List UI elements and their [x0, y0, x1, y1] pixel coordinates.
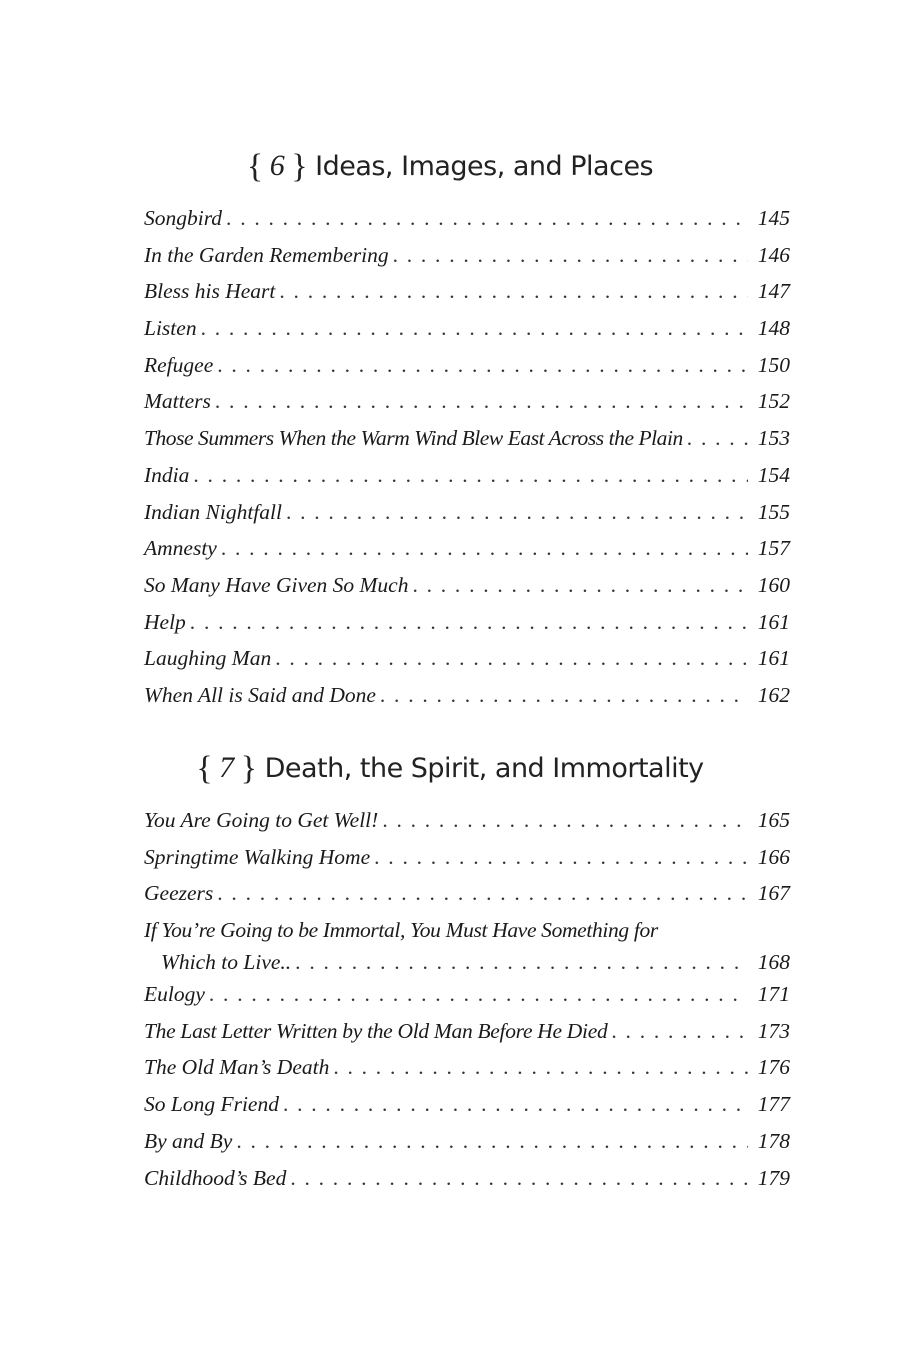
page-number: 179: [757, 1165, 790, 1190]
entry-title: When All is Said and Done: [144, 682, 376, 707]
page-number: 173: [757, 1018, 790, 1043]
toc-entry[interactable]: [144, 273, 790, 310]
dot-leader: [221, 530, 748, 567]
entry-title: Springtime Walking Home: [144, 844, 371, 869]
entry-title: Listen: [144, 316, 197, 341]
toc-entry[interactable]: [144, 640, 790, 677]
dot-leader: [380, 677, 748, 714]
page-number: 147: [757, 279, 790, 304]
section-6-heading: [0, 150, 900, 184]
toc-entry[interactable]: [144, 1013, 790, 1050]
toc-entry[interactable]: [144, 875, 790, 912]
toc-entry[interactable]: [144, 494, 790, 531]
entry-title-line2: Which to Live..: [161, 950, 292, 975]
dot-leader: [295, 944, 748, 980]
dot-leader: [333, 1049, 748, 1086]
toc-entry[interactable]: [144, 976, 790, 1013]
entry-title: Indian Nightfall: [144, 499, 282, 524]
dot-leader: [382, 802, 748, 839]
entry-title: So Long Friend: [144, 1092, 279, 1117]
dot-leader: [201, 310, 748, 347]
page-number: 150: [757, 352, 790, 377]
dot-leader: [217, 347, 748, 384]
entry-title: Matters: [144, 389, 211, 414]
section-title: Ideas, Images, and Places: [315, 151, 654, 182]
page-number: 148: [757, 316, 790, 341]
page-number: 160: [757, 572, 790, 597]
page-number: 165: [757, 808, 790, 832]
page-number: 154: [757, 462, 790, 487]
dot-leader: [611, 1013, 748, 1050]
toc-entry[interactable]: [144, 1160, 790, 1197]
toc-entry[interactable]: [144, 383, 790, 420]
page-number: 171: [757, 982, 790, 1007]
page-number: 152: [757, 389, 790, 414]
entry-title: By and By: [144, 1128, 233, 1153]
toc-entry[interactable]: [144, 457, 790, 494]
dot-leader: [190, 604, 748, 641]
toc-entry[interactable]: [144, 347, 790, 384]
dot-leader: [193, 457, 748, 494]
page-number: 161: [757, 609, 790, 634]
dot-leader: [374, 839, 748, 876]
toc-entry[interactable]: [144, 200, 790, 237]
entry-title: Help: [144, 609, 186, 634]
page-number: 177: [757, 1092, 790, 1117]
section-7-entries: [144, 802, 790, 1196]
entry-title: So Many Have Given So Much: [144, 572, 409, 597]
dot-leader: [209, 976, 748, 1013]
toc-entry[interactable]: [144, 1123, 790, 1160]
dot-leader: [215, 383, 748, 420]
page-number: 145: [757, 206, 790, 230]
dot-leader: [279, 273, 748, 310]
page-number: 178: [757, 1128, 790, 1153]
page-number: 166: [757, 844, 790, 869]
dot-leader: [226, 200, 748, 237]
toc-entry[interactable]: [144, 1049, 790, 1086]
toc-entry[interactable]: [144, 677, 790, 714]
section-number: 6: [269, 149, 285, 182]
toc-entry[interactable]: [144, 1086, 790, 1123]
entry-title: India: [144, 462, 190, 487]
toc-entry[interactable]: [144, 839, 790, 876]
toc-entry[interactable]: [144, 604, 790, 641]
dot-leader: [393, 237, 748, 274]
entry-title: In the Garden Remembering: [144, 242, 389, 267]
toc-entry[interactable]: [144, 912, 790, 976]
entry-title: Those Summers When the Warm Wind Blew East Across the Plain: [144, 426, 683, 451]
dot-leader: [290, 1160, 748, 1197]
dot-leader: [687, 420, 748, 457]
page-number: 168: [757, 950, 790, 975]
page-number: 146: [757, 242, 790, 267]
section-number: 7: [219, 751, 234, 784]
dot-leader: [286, 494, 748, 531]
entry-title: Songbird: [144, 206, 223, 230]
dot-leader: [275, 640, 748, 677]
page-number: 176: [757, 1055, 790, 1080]
page-number: 157: [757, 536, 790, 561]
entry-title: Eulogy: [144, 982, 205, 1007]
dot-leader: [283, 1086, 748, 1123]
open-brace: {: [196, 750, 213, 787]
entry-title: Refugee: [144, 352, 214, 377]
toc-entry[interactable]: [144, 310, 790, 347]
page-number: 167: [757, 881, 790, 906]
toc-entry[interactable]: [144, 802, 790, 839]
close-brace: }: [291, 148, 308, 185]
entry-title: Childhood’s Bed: [144, 1165, 287, 1190]
section-7-heading: [0, 752, 900, 786]
dot-leader: [217, 875, 748, 912]
toc-entry[interactable]: [144, 567, 790, 604]
dot-leader: [236, 1123, 748, 1160]
entry-title-line1: If You’re Going to be Immortal, You Must Have Something for: [144, 918, 658, 943]
page-number: 155: [757, 499, 790, 524]
section-6-entries: [144, 200, 790, 714]
entry-title: The Last Letter Written by the Old Man Before He Died: [144, 1018, 608, 1043]
entry-title: Geezers: [144, 881, 214, 906]
entry-title: Bless his Heart: [144, 279, 276, 304]
page-number: 153: [757, 426, 790, 451]
toc-entry[interactable]: [144, 530, 790, 567]
open-brace: {: [246, 148, 263, 185]
section-title: Death, the Spirit, and Immortality: [264, 753, 704, 784]
entry-title: Laughing Man: [144, 646, 272, 671]
entry-title: The Old Man’s Death: [144, 1055, 330, 1080]
toc-entry[interactable]: [144, 237, 790, 274]
entry-title: You Are Going to Get Well!: [144, 808, 379, 832]
toc-entry[interactable]: [144, 420, 790, 457]
page-number: 162: [757, 682, 790, 707]
entry-title: Amnesty: [144, 536, 217, 561]
close-brace: }: [240, 750, 257, 787]
dot-leader: [412, 567, 748, 604]
page-number: 161: [757, 646, 790, 671]
